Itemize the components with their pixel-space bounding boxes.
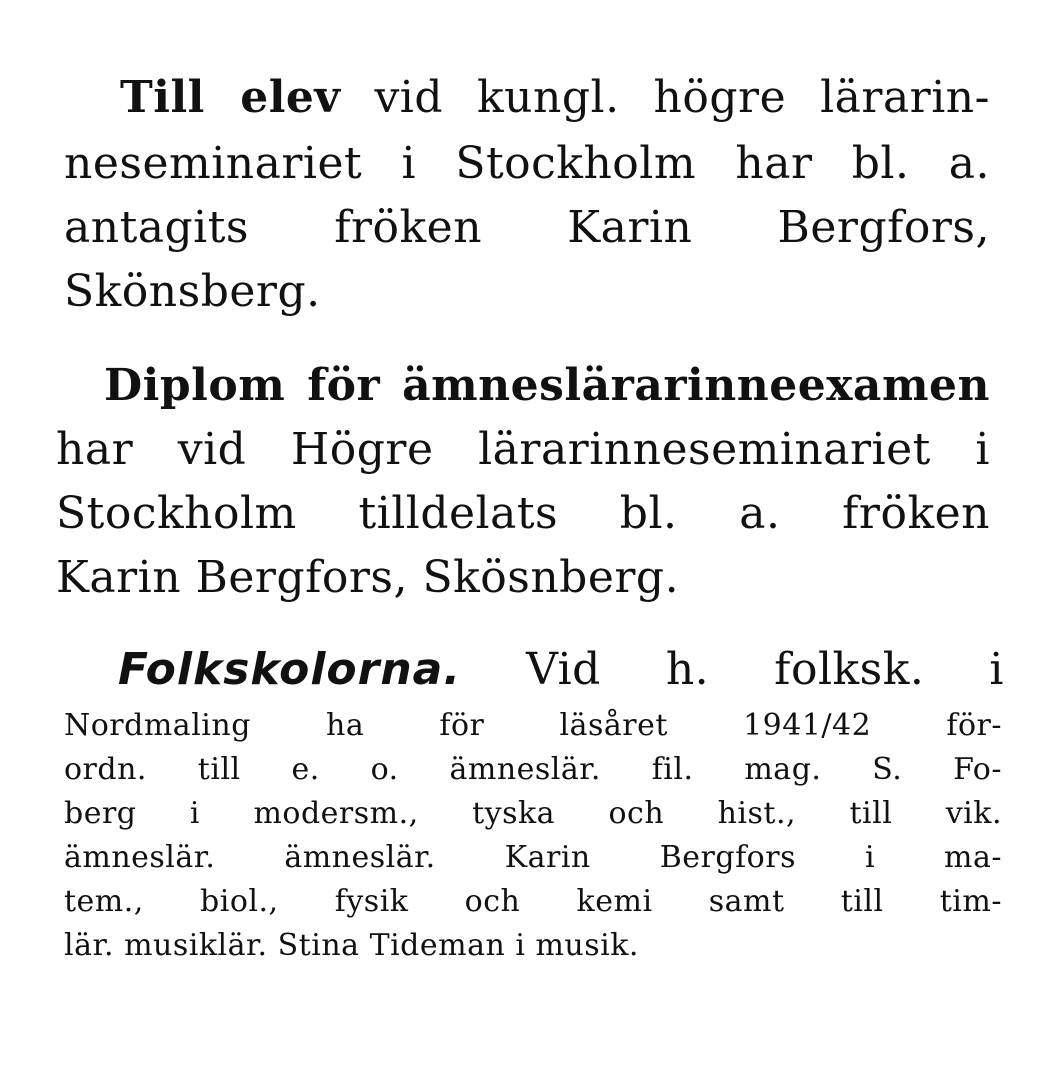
paragraph-3-line-6: tem., biol., fysik och kemi samt till tim- — [64, 884, 1002, 919]
paragraph-2-line-2: har vid Högre lärarinneseminariet i — [56, 424, 990, 475]
paragraph-1-line-3: antagits fröken Karin Bergfors, — [64, 202, 990, 253]
paragraph-3-line-5: ämneslär. ämneslär. Karin Bergfors i ma- — [64, 840, 1002, 875]
paragraph-1-line-4: Skönsberg. — [64, 266, 321, 317]
paragraph-2-line-4: Karin Bergfors, Skösnberg. — [56, 552, 680, 603]
paragraph-3-line-4: berg i modersm., tyska och hist., till vik. — [64, 796, 1002, 831]
paragraph-3-line-3: ordn. till e. o. ämneslär. fil. mag. S. Fo- — [64, 752, 1002, 787]
paragraph-2-lead: Diplom för ämneslärarinneexamen — [104, 360, 990, 411]
paragraph-1-lead: Till elev — [120, 72, 341, 123]
paragraph-3-line-7: lär. musiklär. Stina Tideman i musik. — [64, 928, 639, 963]
paragraph-1-line-1-rest: vid kungl. högre lärarin- — [340, 72, 990, 123]
paragraph-1-line-1 — [120, 72, 990, 123]
paragraph-2-line-3: Stockholm tilldelats bl. a. fröken — [56, 488, 990, 539]
paragraph-3-lead: Folkskolorna. — [118, 644, 462, 695]
paragraph-3-line-1-rest: Vid h. folksk. i — [526, 644, 1004, 695]
paragraph-3-line-2: Nordmaling ha för läsåret 1941/42 för- — [64, 708, 1002, 743]
paragraph-3-line-1 — [118, 644, 1004, 695]
paragraph-1-line-2: neseminariet i Stockholm har bl. a. — [64, 138, 990, 189]
